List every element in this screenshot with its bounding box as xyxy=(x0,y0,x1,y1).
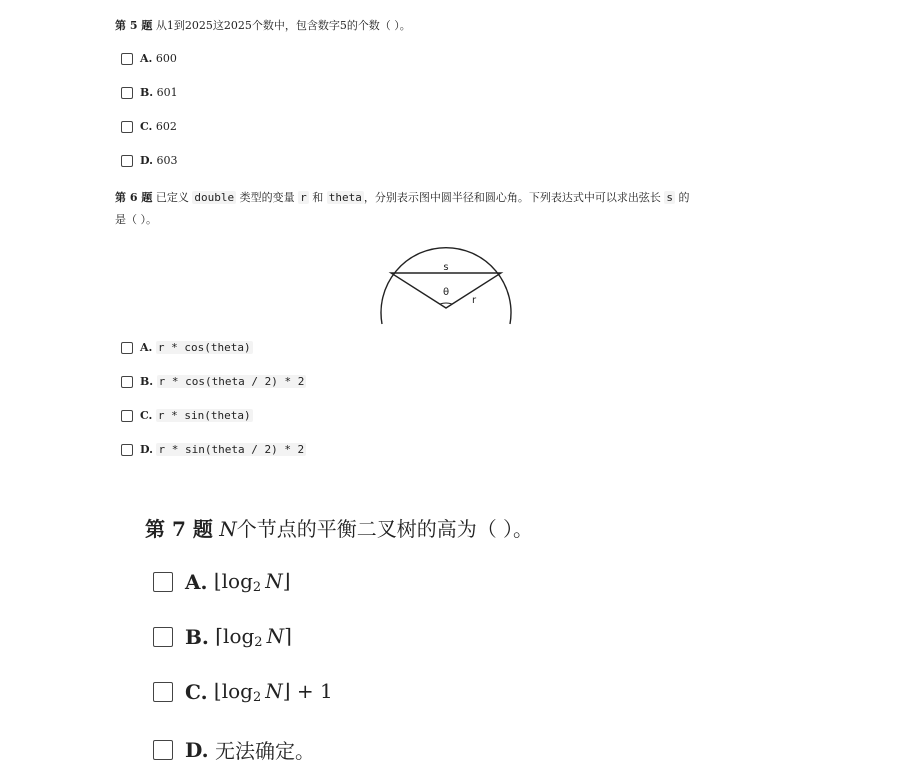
question-7-stem xyxy=(145,513,533,542)
option-text: 603 xyxy=(156,154,178,167)
math-function: log xyxy=(223,624,255,648)
option-code: r * sin(theta / 2) * 2 xyxy=(158,443,305,456)
question-7-option-b[interactable] xyxy=(153,624,292,650)
math-variable: N xyxy=(266,624,285,648)
option-letter: B. xyxy=(185,625,209,649)
math-tail: + 1 xyxy=(290,679,333,703)
math-function: log xyxy=(221,679,253,703)
math-subscript: 2 xyxy=(254,635,263,650)
inline-code: r xyxy=(300,191,307,204)
math-variable: N xyxy=(265,569,283,593)
floor-right: ⌋ xyxy=(282,569,291,593)
option-code: r * cos(theta / 2) * 2 xyxy=(158,375,305,388)
label-r: r xyxy=(471,295,477,306)
option-letter: C. xyxy=(140,409,153,422)
question-6-text: 是（ ）。 xyxy=(115,213,157,226)
checkbox[interactable] xyxy=(121,87,133,99)
math-function: log xyxy=(221,569,253,593)
option-text: 601 xyxy=(156,86,178,99)
floor-right: ⌋ xyxy=(282,679,291,703)
question-6-option-a[interactable] xyxy=(121,341,253,354)
question-6-stem-line-2 xyxy=(115,211,157,227)
option-letter: A. xyxy=(140,52,153,65)
question-6-text: 类型的变量 xyxy=(239,191,295,204)
checkbox[interactable] xyxy=(121,155,133,167)
option-code: r * sin(theta) xyxy=(157,409,251,422)
checkbox[interactable] xyxy=(121,444,133,456)
question-7-text: 个节点的平衡二叉树的高为（ ）。 xyxy=(236,517,534,541)
question-6-option-b[interactable] xyxy=(121,375,306,388)
question-6-stem-line-1 xyxy=(115,189,689,205)
question-6-option-c[interactable] xyxy=(121,409,253,422)
checkbox[interactable] xyxy=(121,53,133,65)
question-7-option-c[interactable] xyxy=(153,679,333,705)
question-6-number: 第 6 题 xyxy=(115,191,153,204)
option-letter: A. xyxy=(185,570,208,594)
checkbox[interactable] xyxy=(121,410,133,422)
question-5-option-a[interactable] xyxy=(121,52,177,65)
label-theta: θ xyxy=(442,287,450,298)
option-letter: A. xyxy=(140,341,153,354)
math-subscript: 2 xyxy=(252,690,262,705)
checkbox[interactable] xyxy=(153,572,173,592)
checkbox[interactable] xyxy=(153,740,173,760)
question-5-number: 第 5 题 xyxy=(115,19,153,32)
option-letter: B. xyxy=(140,86,154,99)
option-letter: D. xyxy=(140,154,153,167)
option-text: 无法确定。 xyxy=(214,739,315,763)
checkbox[interactable] xyxy=(153,682,173,702)
ceil-left: ⌈ xyxy=(215,624,224,648)
question-5-option-c[interactable] xyxy=(121,120,177,133)
option-math xyxy=(214,569,291,595)
option-code: r * cos(theta) xyxy=(157,341,251,354)
question-6-text: ，分别表示图中圆半径和圆心角。下列表达式中可以求出弦长 xyxy=(363,191,661,204)
floor-left: ⌊ xyxy=(213,679,222,703)
floor-left: ⌊ xyxy=(213,569,222,593)
circle-chord-figure xyxy=(378,240,516,326)
math-subscript: 2 xyxy=(252,580,262,595)
angle-arc xyxy=(440,303,452,304)
option-text: 602 xyxy=(155,120,177,133)
question-5-stem xyxy=(115,17,411,33)
math-variable: N xyxy=(265,679,283,703)
inline-code: theta xyxy=(328,191,362,204)
inline-code: s xyxy=(666,191,673,204)
label-s: s xyxy=(443,262,449,273)
option-letter: B. xyxy=(140,375,154,388)
checkbox[interactable] xyxy=(121,376,133,388)
option-letter: C. xyxy=(140,120,153,133)
question-6-text: 的 xyxy=(678,191,690,204)
option-math xyxy=(215,624,292,650)
ceil-right: ⌉ xyxy=(284,624,292,648)
option-math xyxy=(214,679,333,705)
question-7-option-d[interactable] xyxy=(153,735,315,764)
question-6-option-d[interactable] xyxy=(121,443,306,456)
question-7-number: 第 7 题 xyxy=(145,517,213,541)
question-7-option-a[interactable] xyxy=(153,569,291,595)
question-5-option-d[interactable] xyxy=(121,154,177,167)
checkbox[interactable] xyxy=(153,627,173,647)
question-6-text: 和 xyxy=(312,191,324,204)
option-letter: D. xyxy=(140,443,153,456)
circle-arc xyxy=(381,248,511,324)
inline-code: double xyxy=(194,191,235,204)
question-5-text: 从1到2025这2025个数中，包含数字5的个数（ ）。 xyxy=(155,19,411,32)
option-text: 600 xyxy=(155,52,177,65)
question-5-option-b[interactable] xyxy=(121,86,178,99)
option-letter: C. xyxy=(185,680,208,704)
option-letter: D. xyxy=(185,737,209,762)
math-variable: N xyxy=(219,517,237,541)
checkbox[interactable] xyxy=(121,121,133,133)
question-6-text: 已定义 xyxy=(155,191,189,204)
checkbox[interactable] xyxy=(121,342,133,354)
